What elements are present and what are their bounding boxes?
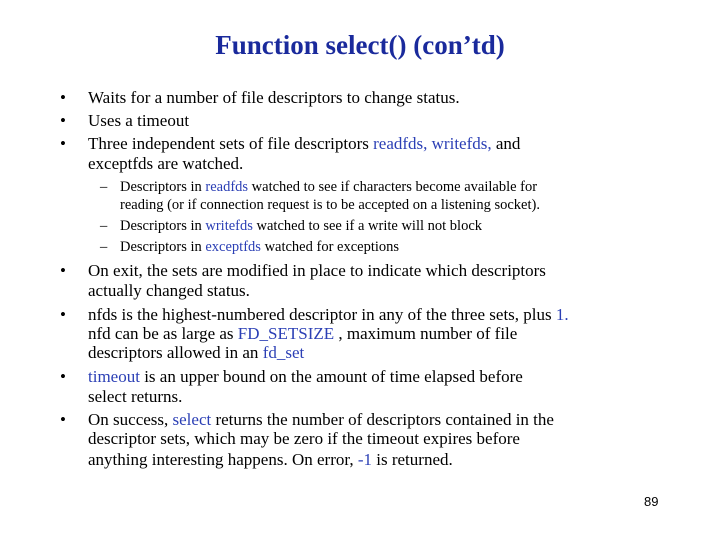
- keyword-fd-setsize: FD_SETSIZE: [237, 324, 335, 343]
- keyword-writefds: writefds,: [431, 134, 492, 153]
- keyword-exceptfds: exceptfds: [205, 239, 261, 255]
- bullet-on-success-line2: descriptor sets, which may be zero if the timeout expires before: [88, 429, 520, 448]
- text: returns the number of descriptors contained in the: [211, 410, 554, 429]
- bullet-on-exit: On exit, the sets are modified in place to indicate which descriptors: [88, 261, 546, 280]
- keyword-writefds: writefds: [205, 218, 253, 234]
- bullet-nfds-line3: [88, 343, 304, 363]
- bullet-three-sets-line2: [88, 154, 243, 174]
- keyword-readfds: readfds,: [373, 134, 428, 153]
- bullet-marker: •: [60, 111, 66, 130]
- text: are watched.: [153, 154, 244, 173]
- text: anything interesting happens. On error,: [88, 450, 358, 469]
- bullet-on-exit-line2: actually changed status.: [88, 281, 250, 300]
- dash-marker: –: [100, 179, 108, 195]
- text: Descriptors in: [120, 179, 206, 195]
- bullet-timeout-bound: [88, 367, 523, 387]
- slide-title: Function select() (con’td): [215, 30, 505, 60]
- bullet-on-success-line3: [88, 450, 453, 470]
- bullet-nfds-line2: [88, 324, 517, 344]
- dash-marker: –: [100, 239, 108, 255]
- bullet-nfds: [88, 305, 569, 325]
- bullet-waits: Waits for a number of file descriptors to change status.: [88, 88, 460, 107]
- bullet-marker: •: [60, 305, 66, 324]
- text: On success,: [88, 410, 173, 429]
- text: descriptors allowed in an: [88, 343, 263, 362]
- bullet-on-success: [88, 410, 554, 430]
- bullet-timeout: Uses a timeout: [88, 111, 190, 130]
- value-minus-one: -1: [357, 450, 373, 469]
- text: is returned.: [372, 450, 453, 469]
- bullet-marker: •: [60, 88, 66, 107]
- keyword-timeout: timeout: [88, 367, 140, 386]
- text: nfd can be as large as: [88, 324, 238, 343]
- bullet-marker: •: [60, 367, 66, 386]
- text: Descriptors in: [120, 218, 206, 234]
- text: and: [491, 134, 521, 153]
- text: Three independent sets of file descriptors: [88, 134, 374, 153]
- text: is an upper bound on the amount of time elapsed before: [139, 367, 523, 386]
- keyword-readfds: readfds: [205, 179, 249, 195]
- keyword-fd-set: fd_set: [262, 343, 305, 362]
- keyword-select: select: [172, 410, 212, 429]
- bullet-timeout-bound-line2: select returns.: [88, 387, 183, 406]
- bullet-marker: •: [60, 410, 66, 429]
- bullet-three-sets: [88, 134, 520, 154]
- dash-marker: –: [100, 218, 108, 234]
- text: exceptfds: [88, 154, 154, 173]
- sub-readfds-line2: reading (or if connection request is to be accepted on a listening socket).: [120, 197, 540, 213]
- text: watched to see if characters become available for: [248, 179, 538, 195]
- bullet-marker: •: [60, 261, 66, 280]
- text: , maximum number of file: [334, 324, 518, 343]
- sub-writefds: [120, 217, 482, 235]
- page-number: 89: [644, 494, 659, 509]
- text: watched to see if a write will not block: [252, 218, 483, 234]
- sub-readfds: [120, 178, 537, 196]
- bullet-marker: •: [60, 134, 66, 153]
- text: Descriptors in: [120, 239, 206, 255]
- value-one: 1.: [555, 305, 569, 324]
- text: watched for exceptions: [260, 239, 400, 255]
- text: nfds is the highest-numbered descriptor in any of the three sets, plus: [88, 305, 556, 324]
- sub-exceptfds: [120, 238, 399, 256]
